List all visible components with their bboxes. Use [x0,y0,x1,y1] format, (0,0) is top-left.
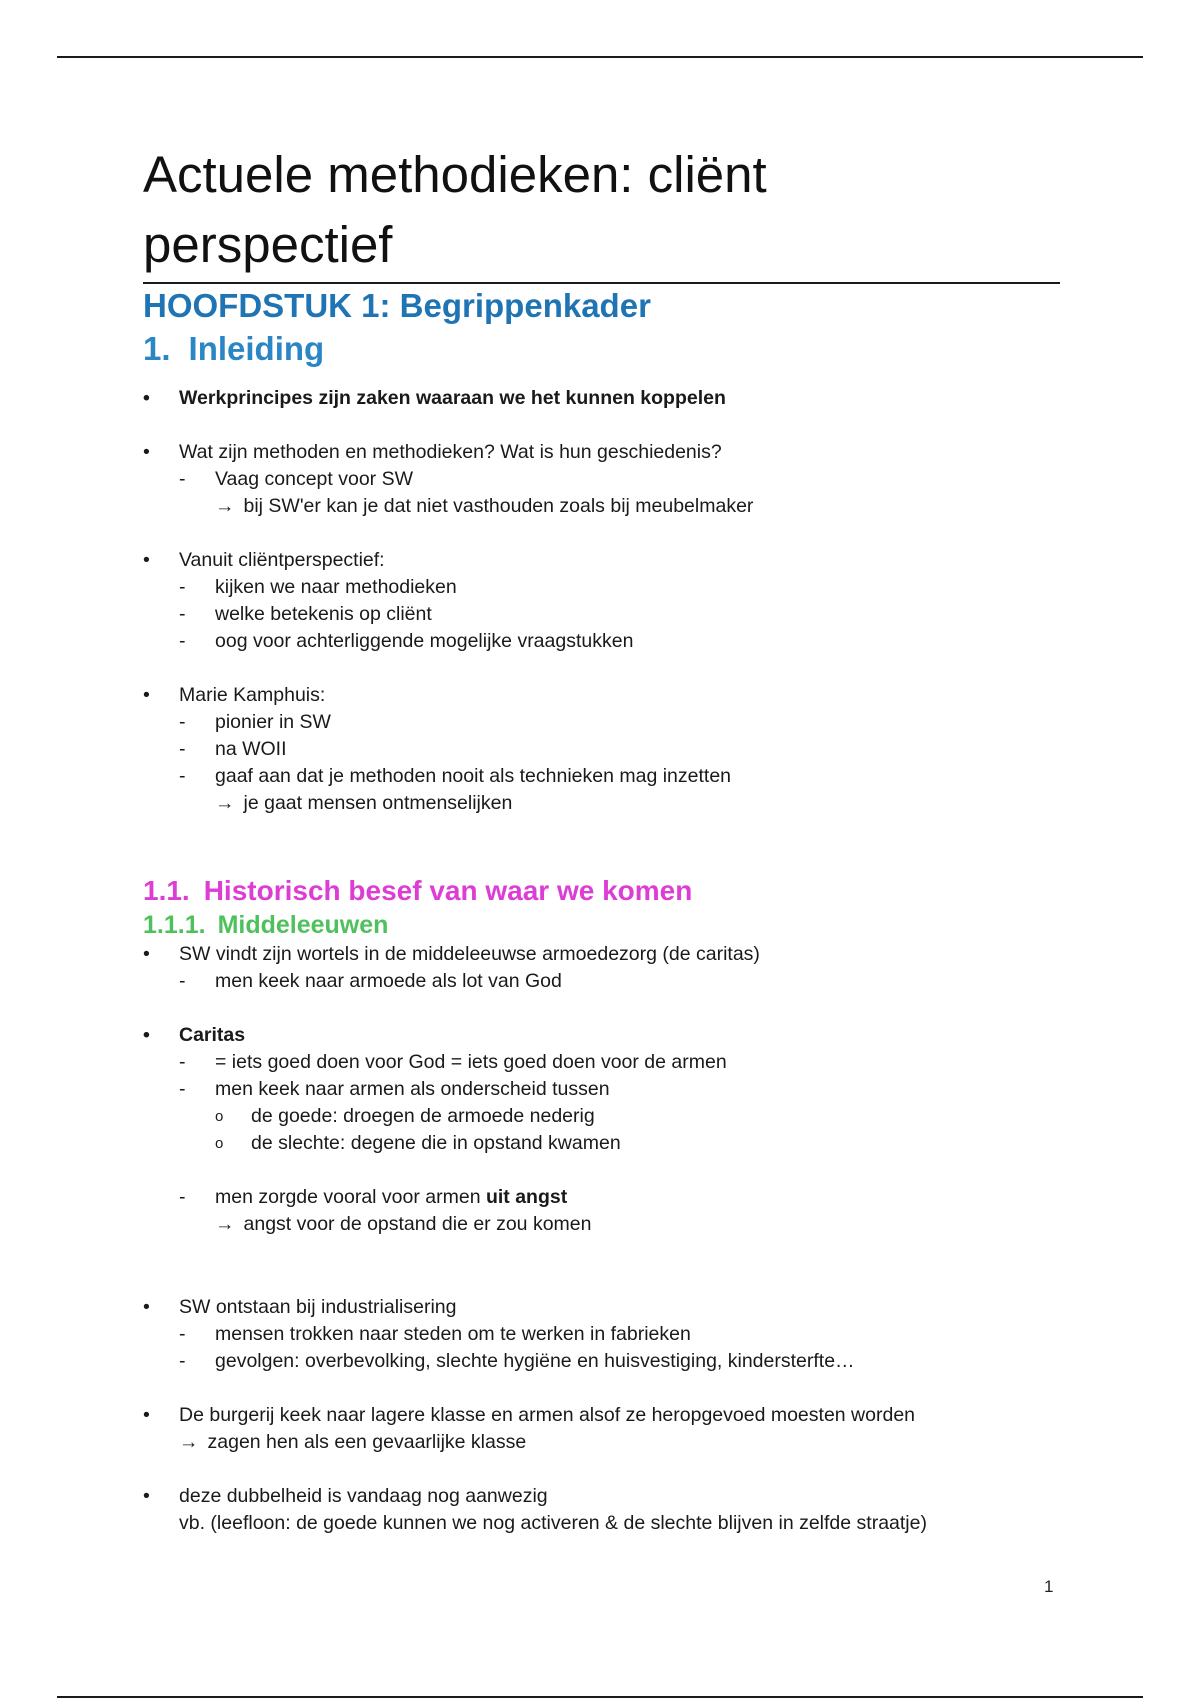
list-item-text: gaaf aan dat je methoden nooit als technieken mag inzetten [215,765,732,787]
dash-icon: - [179,1350,186,1372]
list-item-text: men zorgde vooral voor armen [215,1186,486,1208]
sub-list-item [143,763,1060,790]
list-item-text: angst voor de opstand die er zou komen [243,1213,592,1235]
section-heading-inleiding [143,327,1060,371]
list-item-text: zagen hen als een gevaarlijke klasse [207,1431,527,1453]
sub-sub-list-item [143,1130,1060,1157]
section-heading-historisch [143,873,1060,909]
list-item [143,1294,1060,1321]
bullet-icon: • [143,1485,150,1507]
dash-icon: - [179,738,186,760]
sub-list-item [143,1321,1060,1348]
document-page [143,140,1060,1537]
bullet-icon: • [143,441,150,463]
sub-list-item [143,601,1060,628]
list-item [143,1022,1060,1049]
dash-icon: - [179,1051,186,1073]
dash-icon: - [179,1323,186,1345]
bullet-icon: • [143,1404,150,1426]
circle-bullet-icon: o [215,1135,224,1152]
dash-icon: - [179,711,186,733]
title-line-1: Actuele methodieken: cliënt [143,146,767,203]
list-item-text: bij SW'er kan je dat niet vasthouden zoals bij meubelmaker [243,495,754,517]
list-item-continuation [143,1510,1060,1537]
list-item-text: de slechte: degene die in opstand kwamen [251,1132,621,1154]
title-underline [143,282,1060,284]
sub-sub-list-item [143,1103,1060,1130]
arrow-icon: → [179,1431,199,1453]
title-line-2: perspectief [143,216,393,273]
dash-icon: - [179,576,186,598]
list-item-text: SW ontstaan bij industrialisering [179,1296,457,1318]
list-item-text: deze dubbelheid is vandaag nog aanwezig [179,1485,548,1507]
sub-list-item [143,1049,1060,1076]
dash-icon: - [179,630,186,652]
sub-list-item [143,1184,1060,1211]
dash-icon: - [179,603,186,625]
list-item-text: Vanuit cliëntperspectief: [179,549,385,571]
sub-list-item [143,1348,1060,1375]
arrow-note [143,493,1060,520]
sub-list-item [143,736,1060,763]
section-number: 1.1. [143,875,190,906]
sub-list-item [143,709,1060,736]
section-label: Inleiding [188,330,325,367]
sub-list-item [143,968,1060,995]
list-item-text: SW vindt zijn wortels in de middeleeuwse armoedezorg (de caritas) [179,943,760,965]
sub-list-item [143,628,1060,655]
dash-icon: - [179,970,186,992]
arrow-icon: → [215,1213,235,1235]
list-item-text: Caritas [179,1024,246,1046]
sub-list-item [143,1076,1060,1103]
section-label: Middeleeuwen [217,911,389,939]
dash-icon: - [179,1186,186,1208]
list-item [143,941,1060,968]
sub-list-item [143,574,1060,601]
list-item [143,547,1060,574]
section-number: 1. [143,330,171,367]
bullet-icon: • [143,684,150,706]
list-item-text: men keek naar armen als onderscheid tussen [215,1078,610,1100]
list-item-text: De burgerij keek naar lagere klasse en armen alsof ze heropgevoed moesten worden [179,1404,916,1426]
sub-list-item [143,466,1060,493]
page-number: 1 [1044,1577,1054,1596]
arrow-note [143,1429,1060,1456]
list-item-text: men keek naar armoede als lot van God [215,970,562,992]
arrow-icon: → [215,792,235,814]
list-item-text: vb. (leefloon: de goede kunnen we nog activeren & de slechte blijven in zelfde straatje) [179,1512,927,1534]
page-top-rule [57,56,1143,58]
arrow-icon: → [215,495,235,517]
bullet-icon: • [143,387,150,409]
dash-icon: - [179,468,186,490]
list-item-text: mensen trokken naar steden om te werken in fabrieken [215,1323,691,1345]
list-item-text: Wat zijn methoden en methodieken? Wat is hun geschiedenis? [179,441,722,463]
list-item-bold-text: uit angst [485,1186,568,1208]
list-item-text: = iets goed doen voor God = iets goed doen voor de armen [215,1051,727,1073]
dash-icon: - [179,1078,186,1100]
list-item-text: na WOII [215,738,287,760]
list-item-text: gevolgen: overbevolking, slechte hygiëne en huisvestiging, kindersterfte… [215,1350,855,1372]
bullet-icon: • [143,943,150,965]
section-number: 1.1.1. [143,911,206,939]
chapter-heading: HOOFDSTUK 1: Begrippenkader [143,287,651,324]
list-item [143,682,1060,709]
page-bottom-rule [57,1696,1143,1698]
list-item-text: je gaat mensen ontmenselijken [243,792,513,814]
list-item-text: Marie Kamphuis: [179,684,326,706]
bullet-icon: • [143,1296,150,1318]
document-title [143,140,1060,280]
list-item-text: oog voor achterliggende mogelijke vraagstukken [215,630,634,652]
arrow-note [143,790,1060,817]
list-item-text: de goede: droegen de armoede nederig [251,1105,595,1127]
section-heading-middeleeuwen [143,909,1060,941]
list-item-text: Vaag concept voor SW [215,468,413,490]
list-item-text: Werkprincipes zijn zaken waaraan we het kunnen koppelen [179,387,726,409]
list-item-text: welke betekenis op cliënt [215,603,432,625]
list-item-text: pionier in SW [215,711,331,733]
section-label: Historisch besef van waar we komen [203,875,693,906]
circle-bullet-icon: o [215,1108,224,1125]
list-item [143,385,1060,412]
bullet-icon: • [143,549,150,571]
list-item [143,1402,1060,1429]
dash-icon: - [179,765,186,787]
list-item-text: kijken we naar methodieken [215,576,457,598]
bullet-icon: • [143,1024,150,1046]
list-item [143,439,1060,466]
arrow-note [143,1211,1060,1238]
list-item [143,1483,1060,1510]
